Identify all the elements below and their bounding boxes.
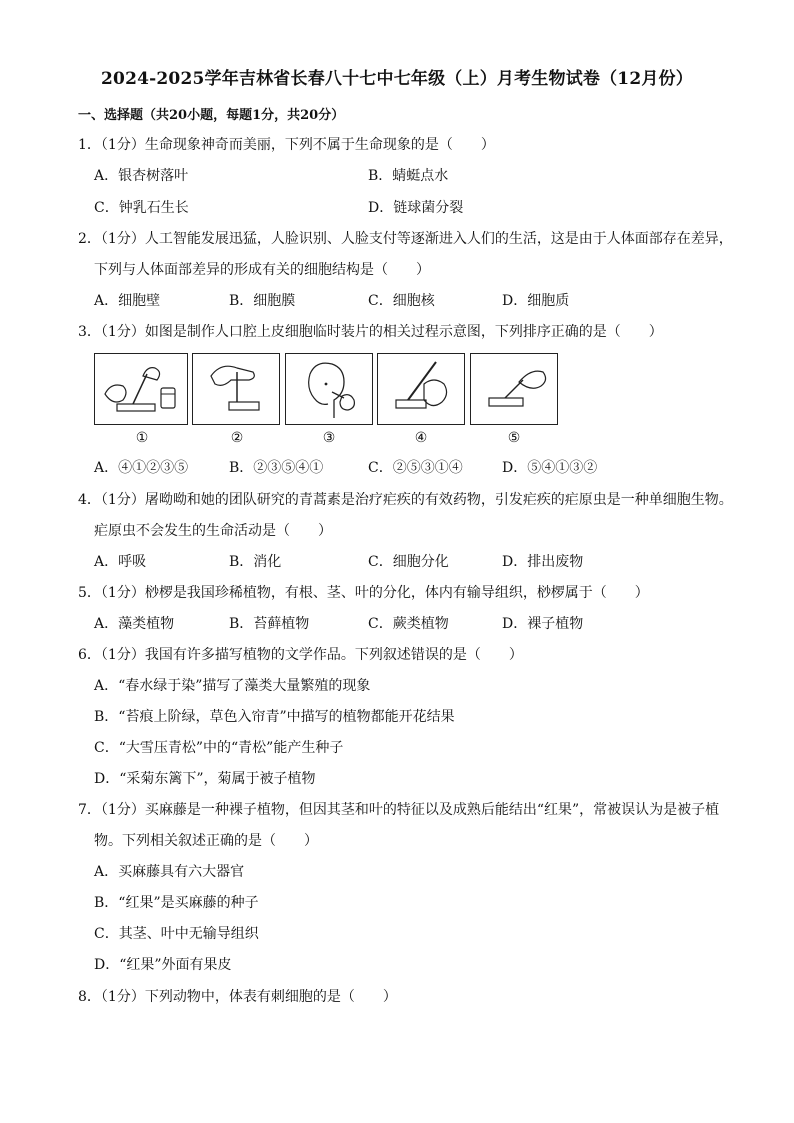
question-4-stem-cont: 疟原虫不会发生的生命活动是（ ） (94, 523, 332, 539)
question-7-stem-cont: 物。下列相关叙述正确的是（ ） (94, 833, 318, 849)
q5-option-d: D．裸子植物 (502, 616, 584, 632)
q6-option-a: A．“春水绿于染”描写了藻类大量繁殖的现象 (94, 678, 371, 694)
figure-label-3: ③ (322, 430, 336, 446)
stain-slide-icon (471, 354, 556, 423)
q3-option-b: B．②③⑤④① (229, 460, 324, 476)
figure-label-1: ① (135, 430, 149, 446)
figure-step-1 (94, 353, 188, 425)
q3-option-a: A．④①②③⑤ (94, 460, 189, 476)
section-heading: 一、选择题（共20小题，每题1分，共20分） (78, 108, 345, 123)
q1-option-a: A．银杏树落叶 (94, 168, 189, 184)
question-5-stem: 5．（1分）桫椤是我国珍稀植物，有根、茎、叶的分化，体内有输导组织，桫椤属于（ ） (78, 585, 649, 601)
pipette-slide-icon (378, 354, 463, 423)
q3-option-d: D．⑤④①③② (502, 460, 598, 476)
q6-option-b: B．“苔痕上阶绿，草色入帘青”中描写的植物都能开花结果 (94, 709, 455, 725)
exam-title: 2024-2025学年吉林省长春八十七中七年级（上）月考生物试卷（12月份） (101, 69, 693, 89)
question-8-stem: 8．（1分）下列动物中，体表有刺细胞的是（ ） (78, 989, 397, 1005)
figure-label-2: ② (230, 430, 244, 446)
q7-option-a: A．买麻藤具有六大器官 (94, 864, 245, 880)
figure-step-3 (285, 353, 373, 425)
question-1-stem: 1．（1分）生命现象神奇而美丽，下列不属于生命现象的是（ ） (78, 137, 495, 153)
question-4-stem: 4．（1分）屠呦呦和她的团队研究的青蒿素是治疗疟疾的有效药物，引发疟疾的疟原虫是一种单细胞生物。 (78, 492, 733, 508)
question-6-stem: 6．（1分）我国有许多描写植物的文学作品。下列叙述错误的是（ ） (78, 647, 523, 663)
q4-option-b: B．消化 (229, 554, 282, 570)
question-3-stem: 3．（1分）如图是制作人口腔上皮细胞临时装片的相关过程示意图，下列排序正确的是（ ） (78, 324, 663, 340)
coverslip-hand-icon (193, 354, 278, 423)
q5-option-c: C．蕨类植物 (368, 616, 449, 632)
q1-option-c: C．钟乳石生长 (94, 200, 189, 216)
question-2-stem-cont: 下列与人体面部差异的形成有关的细胞结构是（ ） (94, 262, 430, 278)
q2-option-a: A．细胞壁 (94, 293, 161, 309)
q6-option-d: D．“采菊东篱下”，菊属于被子植物 (94, 771, 316, 787)
q5-option-b: B．苔藓植物 (229, 616, 310, 632)
q2-option-b: B．细胞膜 (229, 293, 296, 309)
q4-option-a: A．呼吸 (94, 554, 147, 570)
q7-option-c: C．其茎、叶中无输导组织 (94, 926, 259, 942)
question-7-stem: 7．（1分）买麻藤是一种裸子植物，但因其茎和叶的特征以及成熟后能结出“红果”，常被误认为是被子植 (78, 802, 720, 818)
q4-option-c: C．细胞分化 (368, 554, 449, 570)
q4-option-d: D．排出废物 (502, 554, 584, 570)
q3-option-c: C．②⑤③①④ (368, 460, 463, 476)
figure-step-5 (470, 353, 558, 425)
dropper-slide-icon (95, 354, 186, 423)
figure-step-4 (377, 353, 465, 425)
q1-option-b: B．蜻蜓点水 (368, 168, 449, 184)
person-swab-icon (286, 354, 371, 423)
q2-option-d: D．细胞质 (502, 293, 570, 309)
q1-option-d: D．链球菌分裂 (368, 200, 464, 216)
figure-label-4: ④ (414, 430, 428, 446)
q7-option-b: B．“红果”是买麻藤的种子 (94, 895, 259, 911)
q2-option-c: C．细胞核 (368, 293, 435, 309)
q6-option-c: C．“大雪压青松”中的“青松”能产生种子 (94, 740, 344, 756)
question-2-stem: 2．（1分）人工智能发展迅猛，人脸识别、人脸支付等逐渐进入人们的生活，这是由于人体面部存在差异， (78, 231, 733, 247)
figure-label-5: ⑤ (507, 430, 521, 446)
figure-step-2 (192, 353, 280, 425)
q5-option-a: A．藻类植物 (94, 616, 175, 632)
q7-option-d: D．“红果”外面有果皮 (94, 957, 232, 973)
